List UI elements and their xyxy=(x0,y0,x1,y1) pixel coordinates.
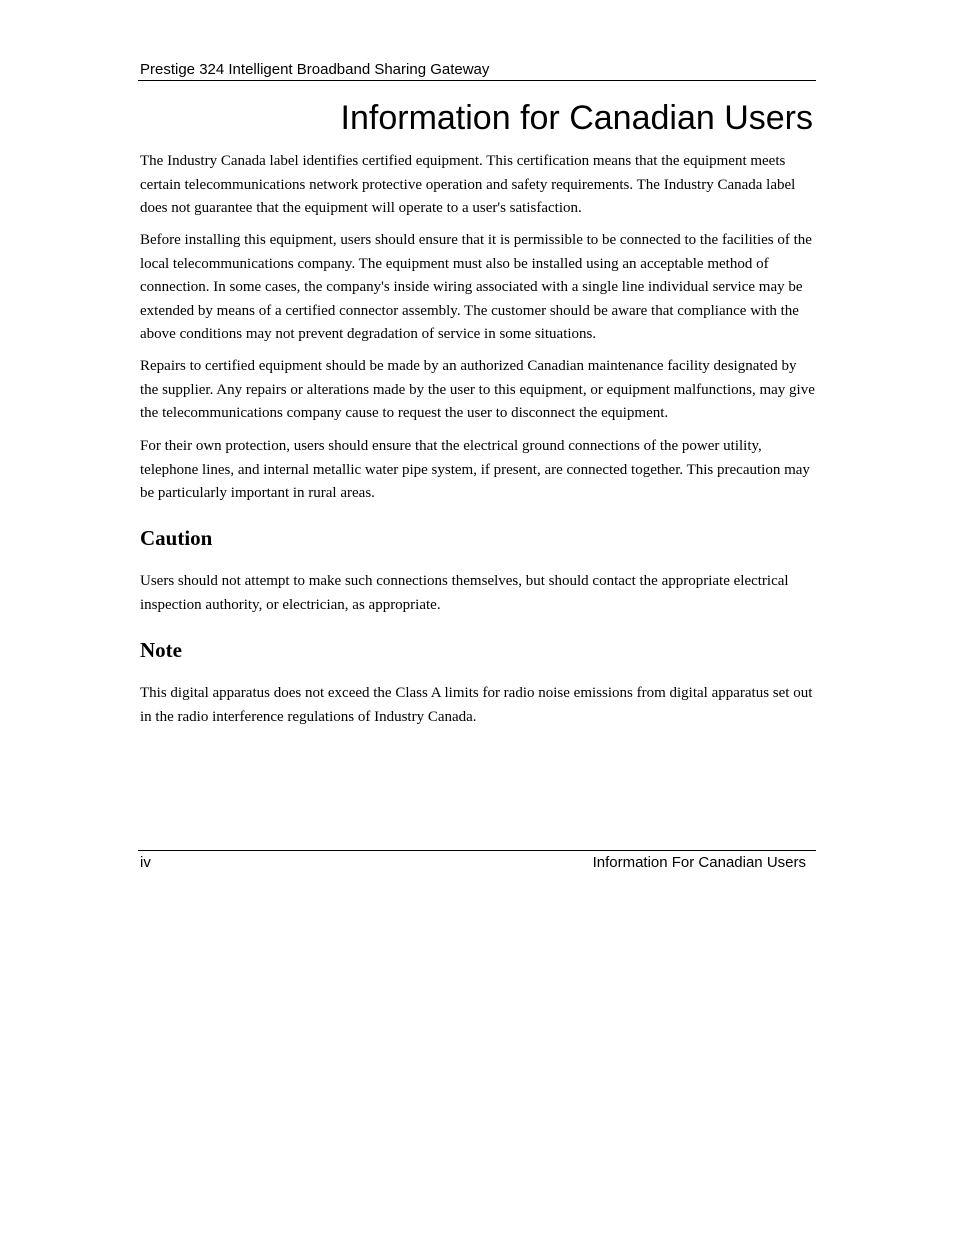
footer-section-title: Information For Canadian Users xyxy=(592,854,806,871)
caution-heading: Caution xyxy=(140,526,213,550)
page-number: iv xyxy=(140,854,151,871)
paragraph-repairs: Repairs to certified equipment should be made by an authorized Canadian maintenance facility designated by the supplier. Any repairs or alterations made by the user to this equipment, or equipment malfunctions, may give the telecommunications company cause to request the user to disconnect the equipment. xyxy=(140,358,815,421)
footer-divider xyxy=(138,850,816,851)
caution-text: Users should not attempt to make such connections themselves, but should contact the appropriate electrical inspection authority, or electrician, as appropriate. xyxy=(140,573,789,613)
paragraph-installation: Before installing this equipment, users should ensure that it is permissible to be connected to the facilities of the local telecommunications company. The equipment must also be installed using an acceptable method of connection. In some cases, the company's inside wiring associated with a single line individual service may be extended by means of a certified connector assembly. The customer should be aware that compliance with the above conditions may not prevent degradation of service in some situations. xyxy=(140,232,812,342)
paragraph-ground-connections: For their own protection, users should ensure that the electrical ground connections of the power utility, telephone lines, and internal metallic water pipe system, if present, are connected together. This precaution may be particularly important in rural areas. xyxy=(140,438,810,501)
paragraph-industry-canada-label: The Industry Canada label identifies certified equipment. This certification means that the equipment meets certain telecommunications network protective operation and safety requirements. The Industry Canada label does not guarantee that the equipment will operate to a user's satisfaction. xyxy=(140,153,796,216)
note-text: This digital apparatus does not exceed the Class A limits for radio noise emissions from digital apparatus set out in the radio interference regulations of Industry Canada. xyxy=(140,685,813,725)
running-header: Prestige 324 Intelligent Broadband Sharing Gateway xyxy=(140,61,490,78)
page-title: Information for Canadian Users xyxy=(340,99,813,137)
header-divider xyxy=(138,80,816,81)
note-heading: Note xyxy=(140,638,182,662)
